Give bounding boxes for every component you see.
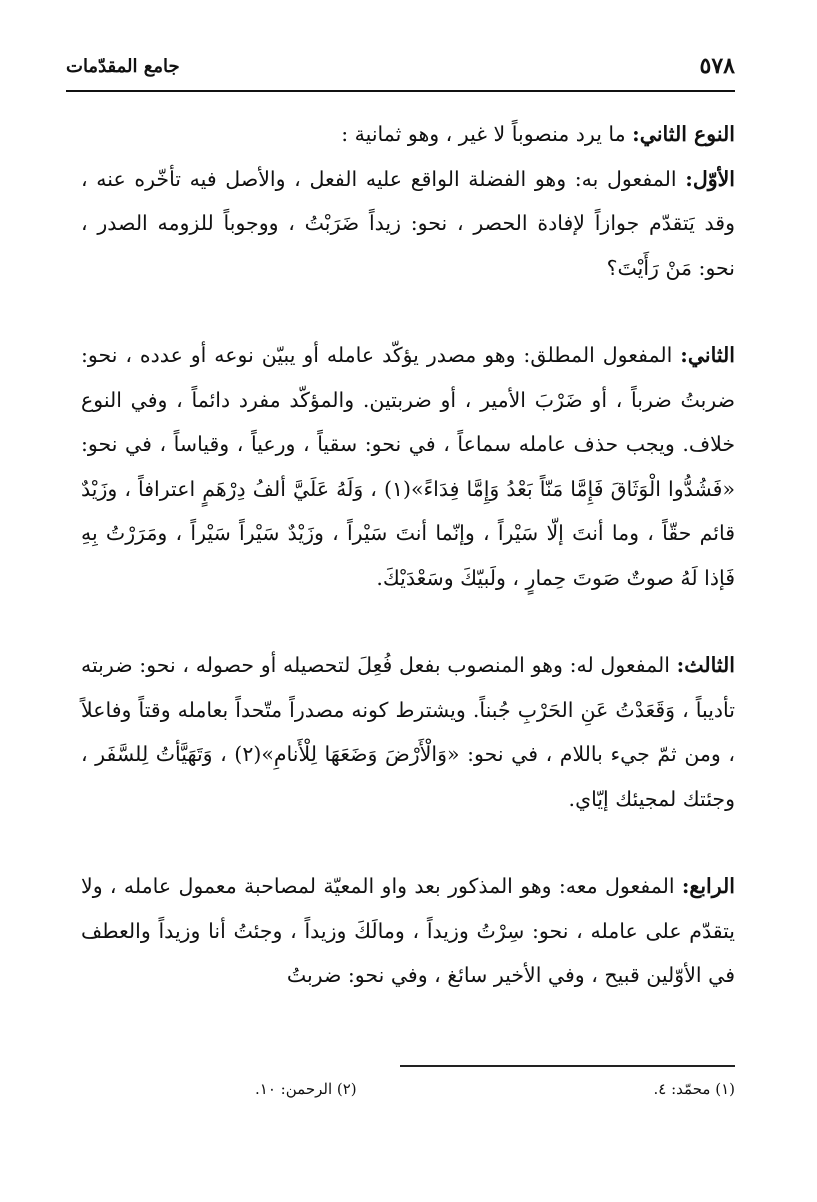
page-header bbox=[66, 44, 735, 88]
section-term: النوع الثاني: bbox=[632, 122, 735, 146]
footnote-rule bbox=[400, 1065, 735, 1067]
paragraph-type-two bbox=[81, 112, 735, 157]
header-rule bbox=[66, 90, 735, 92]
footnote-2: (٢) الرحمن: ١٠. bbox=[255, 1080, 357, 1098]
section-text: المفعول به: وهو الفضلة الواقع عليه الفعل ، والأصل فيه تأخّره عنه ، وقد يَتقدّم جوازاً لإفادة الحصر ، نحو: زيداً ضَرَبْتُ ، ووجوباً للزومه الصدر ، نحو: مَنْ رَأَيْتَ؟ bbox=[81, 166, 735, 280]
section-term: الأوّل: bbox=[685, 166, 735, 191]
section-text: المفعول المطلق: وهو مصدر يؤكّد عامله أو يبيّن نوعه أو عدده ، نحو: ضربتُ ضرباً ، أو ضَرْبَ الأمير ، أو ضربتين. والمؤكّد مفرد دائماً ، وفي النوع خلاف. ويجب حذف عامله سماعاً ، في نحو: سقياً ، ورعياً ، وقياساً ، في نحو: «فَشُدُّوا الْوَثَاقَ فَإِمَّا مَنّاً بَعْدُ وَإِمَّا فِدَاءً»(١) ، وَلَهُ عَلَيَّ ألفُ دِرْهَمٍ اعترافاً ، وزَيْدٌ قائم حقّاً ، وما أنتَ إلّا سَيْراً ، وإنّما أنتَ سَيْراً ، وزَيْدٌ سَيْراً سَيْراً ، ومَرَرْتُ بِهِ فَإذا لَهُ صوتٌ صَوتَ حِمارٍ ، ولَبيّكَ وسَعْدَيْكَ. bbox=[81, 343, 735, 590]
body-text bbox=[81, 112, 735, 1041]
section-term: الثالث: bbox=[676, 653, 735, 677]
running-title: جامع المقدّمات bbox=[66, 55, 180, 77]
section-term: الثاني: bbox=[680, 343, 735, 367]
section-text: ما يرد منصوباً لا غير ، وهو ثمانية : bbox=[341, 122, 633, 146]
paragraph-third bbox=[81, 643, 735, 821]
paragraph-second bbox=[81, 333, 735, 600]
footnotes bbox=[255, 1080, 735, 1098]
section-text: المفعول معه: وهو المذكور بعد واو المعيّة لمصاحبة معمول عامله ، ولا يتقدّم على عامله ، نحو: سِرْتُ وزيداً ، ومالَكَ وزيداً ، وجئتُ أنا وزيداً والعطف في الأوّلين قبيح ، وفي الأخير سائغ ، وفي نحو: ضربتُ bbox=[81, 874, 735, 987]
page-number: ٥٧٨ bbox=[699, 53, 735, 79]
section-text: المفعول له: وهو المنصوب بفعل فُعِلَ لتحصيله أو حصوله ، نحو: ضربته تأديباً ، وَقَعَدْتُ عَنِ الحَرْبِ جُبناً. ويشترط كونه مصدراً متّحداً بعامله وقتاً وفاعلاً ، ومن ثمّ جيء باللام ، في نحو: «وَالْأَرْضَ وَضَعَهَا لِلْأَنامِ»(٢) ، وَتَهَيَّأتُ لِلسَّفَر ، وجئتك لمجيئك إيّاي. bbox=[81, 653, 736, 811]
paragraph-first bbox=[81, 157, 735, 291]
paragraph-fourth bbox=[81, 864, 735, 998]
footnote-1: (١) محمّد: ٤. bbox=[653, 1080, 735, 1098]
section-term: الرابع: bbox=[681, 874, 735, 898]
